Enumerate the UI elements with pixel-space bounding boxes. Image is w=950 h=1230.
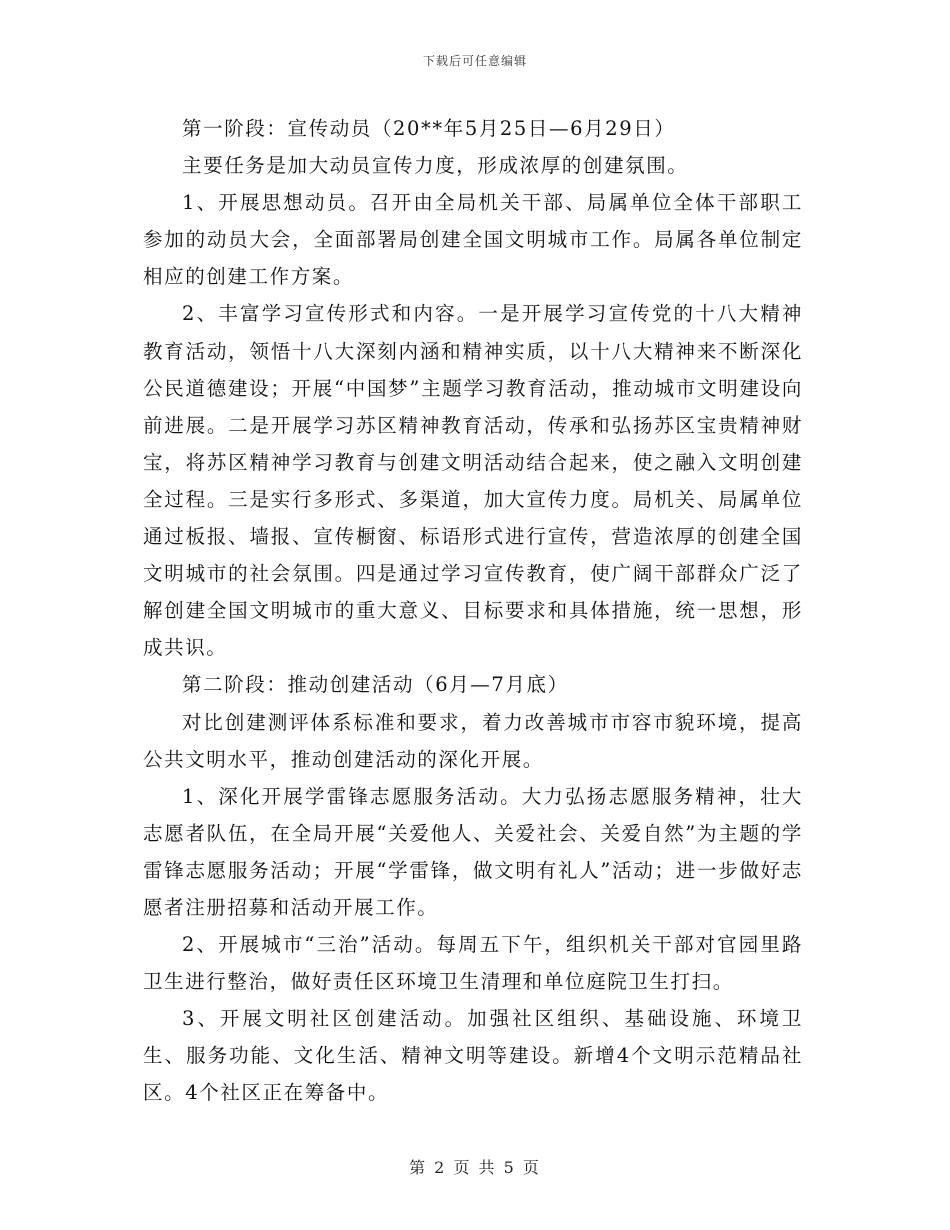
stage-two-item-2: 2、开展城市“三治”活动。每周五下午，组织机关干部对官园里路卫生进行整治，做好责任区环境卫生清理和单位庭院卫生打扫。	[143, 933, 803, 994]
stage-two-heading: 第二阶段：推动创建活动（6月—7月底）	[182, 673, 569, 697]
stage-two-item-1: 1、深化开展学雷锋志愿服务活动。大力弘扬志愿服务精神，壮大志愿者队伍，在全局开展“关爱他人、关爱社会、关爱自然”为主题的学雷锋志愿服务活动；开展“学雷锋，做文明有礼人”活动；进一步做好志愿者注册招募和活动开展工作。	[143, 784, 803, 919]
document-body	[143, 110, 803, 1112]
stage-one-item-1: 1、开展思想动员。召开由全局机关干部、局属单位全体干部职工参加的动员大会，全面部署局创建全国文明城市工作。局属各单位制定相应的创建工作方案。	[143, 191, 803, 289]
stage-one-item-2: 2、丰富学习宣传形式和内容。一是开展学习宣传党的十八大精神教育活动，领悟十八大深刻内涵和精神实质，以十八大精神来不断深化公民道德建设；开展“中国梦”主题学习教育活动，推动城市文明建设向前进展。二是开展学习苏区精神教育活动，传承和弘扬苏区宝贵精神财宝，将苏区精神学习教育与创建文明活动结合起来，使之融入文明创建全过程。三是实行多形式、多渠道，加大宣传力度。局机关、局属单位通过板报、墙报、宣传橱窗、标语形式进行宣传，营造浓厚的创建全国文明城市的社会氛围。四是通过学习宣传教育，使广阔干部群众广泛了解创建全国文明城市的重大意义、目标要求和具体措施，统一思想，形成共识。	[143, 302, 803, 660]
page-header-note: 下载后可任意编辑	[422, 54, 527, 68]
stage-one-summary: 主要任务是加大动员宣传力度，形成浓厚的创建氛围。	[182, 154, 689, 178]
stage-two-item-3: 3、开展文明社区创建活动。加强社区组织、基础设施、环境卫生、服务功能、文化生活、精神文明等建设。新增4个文明示范精品社区。4个社区正在筹备中。	[143, 1007, 803, 1105]
page-number: 第 2 页 共 5 页	[409, 1158, 541, 1177]
stage-one-heading: 第一阶段：宣传动员（20**年5月25日—6月29日）	[182, 117, 676, 140]
stage-two-summary: 对比创建测评体系标准和要求，着力改善城市市容市貌环境，提高公共文明水平，推动创建活动的深化开展。	[143, 710, 803, 771]
